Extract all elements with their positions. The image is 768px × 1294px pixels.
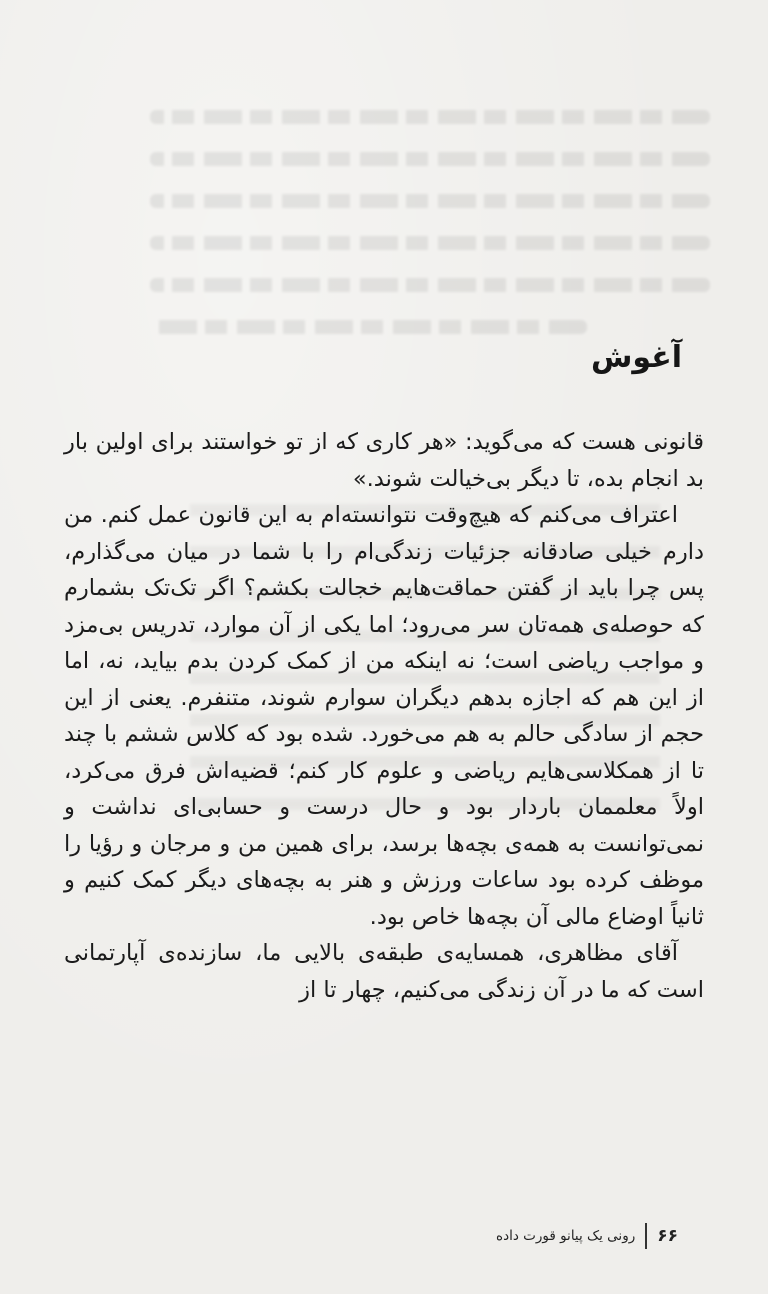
footer-divider (645, 1223, 647, 1249)
page-footer (496, 1223, 678, 1249)
running-book-title: رونی یک پیانو قورت داده (496, 1228, 636, 1244)
paragraph: قانونی هست که می‌گوید: «هر کاری که از تو خواستند برای اولین بار بد انجام بده، تا دیگر بی‌خیالت شوند.» (64, 429, 704, 492)
bleed-line (150, 278, 710, 292)
bleed-line (150, 320, 587, 334)
page-number: ۶۶ (657, 1226, 678, 1246)
reverse-side-bleed (150, 110, 710, 362)
paragraph: اعتراف می‌کنم که هیچ‌وقت نتوانسته‌ام به این قانون عمل کنم. من دارم خیلی صادقانه جزئیات زندگی‌ام را با شما در میان می‌گذارم، پس چرا باید از گفتن حماقت‌هایم خجالت بکشم؟ اگر تک‌تک بشمارم که حوصله‌ی همه‌تان سر می‌رود؛ اما یکی از آن موارد، تدریس بی‌مزد و مواجب ریاضی است؛ نه اینکه من از کمک کردن بدم بیاید، نه، اما از این هم که اجازه بدهم دیگران سوارم شوند، متنفرم. یعنی از این حجم از سادگی حالم به هم می‌خورد. شده بود که کلاس ششم با چند تا از همکلاسی‌هایم ریاضی و علوم کار کنم؛ قضیه‌اش فرق می‌کرد، اولاً معلممان باردار بود و حال درست و حسابی‌ای نداشت و نمی‌توانست به همه‌ی بچه‌ها برسد، برای همین من و مرجان و رؤیا را موظف کرده بود ساعات ورزش و هنر به بچه‌های دیگر کمک کنیم و ثانیاً اوضاع مالی آن بچه‌ها خاص بود. (64, 502, 704, 930)
bleed-line (150, 236, 710, 250)
chapter-title: آغوش (591, 340, 682, 375)
bleed-line (150, 194, 710, 208)
bleed-line (150, 152, 710, 166)
bleed-line (150, 110, 710, 124)
body-text (64, 424, 704, 1008)
paragraph: آقای مظاهری، همسایه‌ی طبقه‌ی بالایی ما، سازنده‌ی آپارتمانی است که ما در آن زندگی می‌کنیم، چهار تا از (64, 940, 704, 1003)
